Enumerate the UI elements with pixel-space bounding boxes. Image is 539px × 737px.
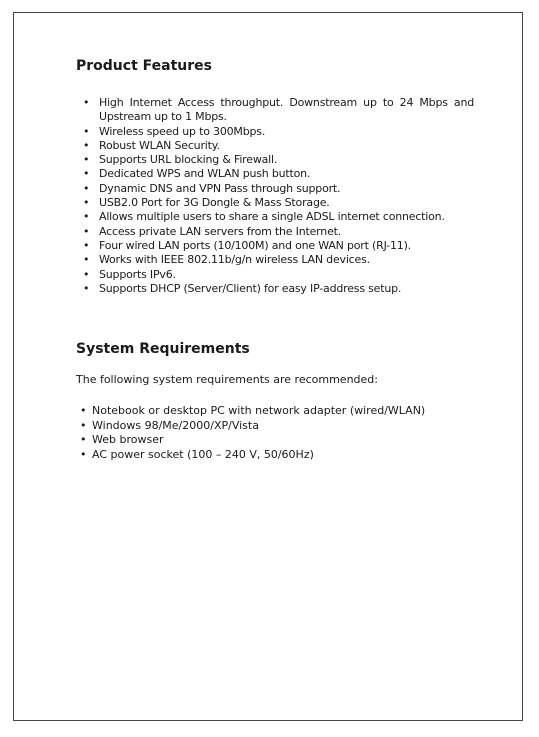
- list-item: [82, 239, 474, 253]
- list-item: [82, 125, 474, 139]
- feature-text: Dynamic DNS and VPN Pass through support.: [99, 181, 341, 195]
- list-item: [79, 404, 425, 419]
- list-item: [82, 282, 474, 296]
- list-item: [82, 96, 474, 125]
- feature-text: Supports DHCP (Server/Client) for easy IP-address setup.: [99, 281, 402, 295]
- bullet: •: [83, 210, 90, 224]
- list-item: [82, 153, 474, 167]
- bullet: •: [80, 418, 87, 432]
- feature-text: Allows multiple users to share a single ADSL internet connection.: [99, 210, 445, 224]
- bullet: •: [83, 138, 90, 152]
- list-item: [79, 419, 425, 434]
- list-item: [82, 182, 474, 196]
- bullet: •: [83, 96, 90, 109]
- bullet: •: [83, 267, 90, 281]
- features-list: [82, 96, 474, 296]
- requirement-text: Notebook or desktop PC with network adapter (wired/WLAN): [92, 404, 426, 417]
- bullet: •: [83, 281, 90, 295]
- list-item: [82, 196, 474, 210]
- bullet: •: [83, 224, 90, 238]
- list-item: [82, 210, 474, 224]
- feature-text: Supports URL blocking & Firewall.: [99, 153, 278, 167]
- feature-text: Dedicated WPS and WLAN push button.: [99, 167, 311, 181]
- list-item: [82, 253, 474, 267]
- bullet: •: [80, 404, 87, 417]
- bullet: •: [83, 124, 90, 138]
- bullet: •: [83, 181, 90, 195]
- feature-text: High Internet Access throughput. Downstream up to 24 Mbps and Upstream up to 1 Mbps.: [99, 96, 474, 124]
- requirements-list: [79, 404, 425, 462]
- requirement-text: AC power socket (100 – 240 V, 50/60Hz): [92, 447, 314, 461]
- feature-text: Works with IEEE 802.11b/g/n wireless LAN devices.: [99, 253, 370, 267]
- feature-text: Robust WLAN Security.: [99, 138, 220, 152]
- bullet: •: [80, 433, 87, 447]
- list-item: [79, 433, 425, 448]
- product-features-heading: Product Features: [76, 58, 212, 74]
- list-item: [82, 268, 474, 282]
- list-item: [82, 225, 474, 239]
- bullet: •: [83, 196, 90, 210]
- feature-text: USB2.0 Port for 3G Dongle & Mass Storage.: [99, 196, 330, 210]
- feature-text: Supports IPv6.: [99, 267, 176, 281]
- bullet: •: [80, 447, 87, 461]
- requirement-text: Web browser: [92, 433, 164, 447]
- requirement-text: Windows 98/Me/2000/XP/Vista: [92, 418, 259, 432]
- requirements-intro: The following system requirements are recommended:: [76, 373, 378, 386]
- bullet: •: [83, 253, 90, 267]
- feature-text: Access private LAN servers from the Internet.: [99, 224, 342, 238]
- list-item: [79, 448, 425, 463]
- bullet: •: [83, 167, 90, 181]
- list-item: [82, 139, 474, 153]
- feature-text: Four wired LAN ports (10/100M) and one WAN port (RJ-11).: [99, 238, 411, 252]
- list-item: [82, 167, 474, 181]
- bullet: •: [83, 238, 90, 252]
- bullet: •: [83, 153, 90, 167]
- system-requirements-heading: System Requirements: [76, 341, 250, 357]
- feature-text: Wireless speed up to 300Mbps.: [99, 124, 266, 138]
